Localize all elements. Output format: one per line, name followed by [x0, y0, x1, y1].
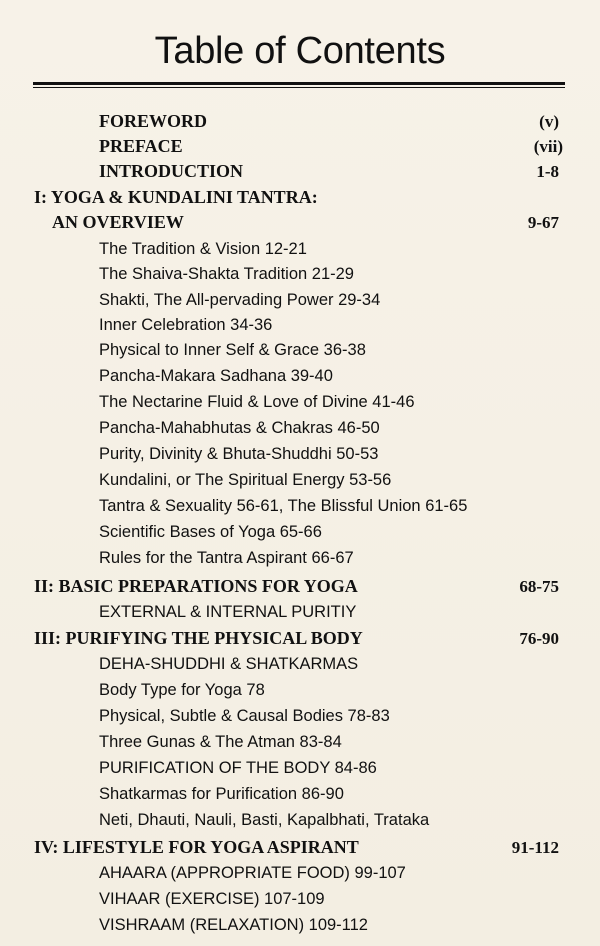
toc-subentry: PURIFICATION OF THE BODY 84-86 — [99, 759, 377, 777]
toc-subentry: Rules for the Tantra Aspirant 66-67 — [99, 549, 354, 567]
toc-subentry: VISHRAAM (RELAXATION) 109-112 — [99, 916, 368, 934]
toc-subentry: Pancha-Makara Sadhana 39-40 — [99, 367, 333, 385]
toc-preface-page: (vii) — [533, 137, 563, 156]
chapter-1-pages: 9-67 — [527, 213, 559, 232]
chapter-3-pages: 76-90 — [519, 629, 559, 648]
toc-subentry: VIHAAR (EXERCISE) 107-109 — [99, 890, 325, 908]
toc-introduction: INTRODUCTION — [99, 161, 244, 181]
toc-subentry: Body Type for Yoga 78 — [99, 681, 265, 699]
toc-foreword: FOREWORD — [99, 111, 207, 131]
toc-subentry: Purity, Divinity & Bhuta-Shuddhi 50-53 — [99, 445, 379, 463]
toc-subentry: Kundalini, or The Spiritual Energy 53-56 — [99, 471, 392, 489]
toc-subentry: The Tradition & Vision 12-21 — [99, 240, 307, 258]
toc-subentry: Pancha-Mahabhutas & Chakras 46-50 — [99, 419, 380, 437]
chapter-4-pages: 91-112 — [511, 838, 559, 857]
toc-subentry: EXTERNAL & INTERNAL PURITIY — [99, 603, 357, 621]
toc-preface: PREFACE — [99, 136, 183, 156]
toc-subentry: Three Gunas & The Atman 83-84 — [99, 733, 342, 751]
toc-subentry: The Nectarine Fluid & Love of Divine 41-46 — [99, 393, 415, 411]
page-title: Table of Contents — [154, 30, 446, 72]
toc-introduction-page: 1-8 — [536, 162, 559, 181]
toc-foreword-page: (v) — [539, 112, 559, 131]
toc-subentry: AHAARA (APPROPRIATE FOOD) 99-107 — [99, 864, 406, 882]
title-rule-thin — [33, 87, 565, 88]
toc-subentry: Shatkarmas for Purification 86-90 — [99, 785, 344, 803]
toc-subentry: The Shaiva-Shakta Tradition 21-29 — [99, 265, 354, 283]
toc-subentry: Shakti, The All-pervading Power 29-34 — [99, 291, 381, 309]
toc-subentry: DEHA-SHUDDHI & SHATKARMAS — [99, 655, 359, 673]
toc-subentry: Neti, Dhauti, Nauli, Basti, Kapalbhati, Trataka — [99, 811, 430, 829]
chapter-1-heading-line2: AN OVERVIEW — [52, 212, 184, 232]
chapter-2-heading: II: BASIC PREPARATIONS FOR YOGA — [34, 576, 358, 596]
toc-subentry: Scientific Bases of Yoga 65-66 — [99, 523, 322, 541]
toc-subentry: Physical to Inner Self & Grace 36-38 — [99, 341, 366, 359]
toc-subentry: Inner Celebration 34-36 — [99, 316, 273, 334]
chapter-4-heading: IV: LIFESTYLE FOR YOGA ASPIRANT — [34, 837, 359, 857]
title-rule-thick — [33, 82, 565, 85]
toc-subentry: Physical, Subtle & Causal Bodies 78-83 — [99, 707, 390, 725]
chapter-3-heading: III: PURIFYING THE PHYSICAL BODY — [34, 628, 363, 648]
chapter-1-heading-line1: I: YOGA & KUNDALINI TANTRA: — [34, 187, 318, 207]
chapter-2-pages: 68-75 — [519, 577, 559, 596]
toc-subentry: Tantra & Sexuality 56-61, The Blissful Union 61-65 — [99, 497, 468, 515]
